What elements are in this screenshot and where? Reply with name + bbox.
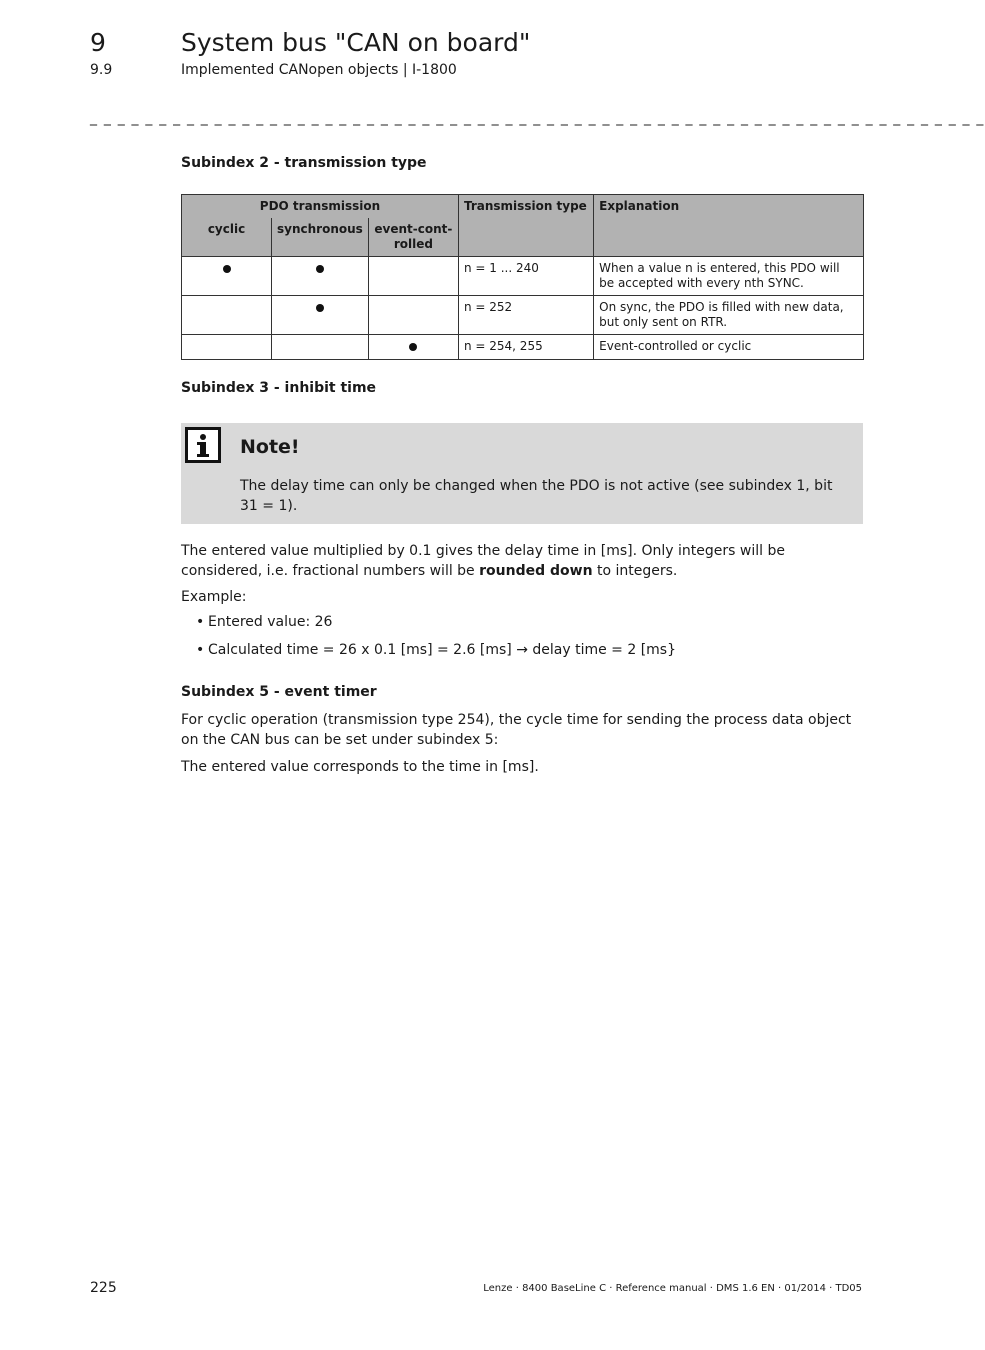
example-label: Example: [181,589,247,605]
section-title: Implemented CANopen objects | I-1800 [181,62,457,78]
cell-cyclic [182,335,272,360]
cell-explanation: On sync, the PDO is filled with new data, but only sent on RTR. [594,296,864,335]
cell-event [368,335,458,360]
table-row [182,335,864,360]
chapter-title: System bus "CAN on board" [181,28,531,57]
cell-synchronous [272,257,369,296]
delay-text-after: to integers. [592,563,678,579]
cell-event [368,296,458,335]
cell-transmission-type: n = 252 [458,296,593,335]
note-title: Note! [240,436,300,458]
transmission-type-table [181,194,864,360]
table-row [182,296,864,335]
delay-text-bold: rounded down [479,563,593,579]
document-info: Lenze · 8400 BaseLine C · Reference manual · DMS 1.6 EN · 01/2014 · TD05 [483,1283,862,1294]
delay-text-before: The entered value multiplied by 0.1 gives the delay time in [ms]. Only integers will be considered, i.e. fractional numbers will be [181,543,785,579]
page-number: 225 [90,1280,117,1296]
bullet-dot-icon [316,304,324,312]
cell-synchronous [272,335,369,360]
cell-event [368,257,458,296]
header-pdo-transmission: PDO transmission [182,195,459,219]
subindex2-heading: Subindex 2 - transmission type [181,155,427,171]
time-paragraph: The entered value corresponds to the time in [ms]. [181,759,539,775]
bullet-item: Calculated time = 26 x 0.1 [ms] = 2.6 [ms] → delay time = 2 [ms} [208,642,677,658]
cell-transmission-type: n = 1 ... 240 [458,257,593,296]
table-header-row [182,195,864,219]
cell-explanation: When a value n is entered, this PDO will be accepted with every nth SYNC. [594,257,864,296]
cell-cyclic [182,296,272,335]
cycle-paragraph: For cyclic operation (transmission type 254), the cycle time for sending the process data object on the CAN bus can be set under subindex 5: [181,712,852,748]
bullet-dot-icon [409,343,417,351]
header-divider: _ _ _ _ _ _ _ _ _ _ _ _ _ _ _ _ _ _ _ _ _ _ _ _ _ _ _ _ _ _ _ _ _ _ _ _ _ _ _ _ _ _ _ _ _ _ _ _ _ _ _ _ _ _ _ _ _ _ _ _ _ _ _ _ _ [90,110,985,126]
header-event-controlled: event-cont- rolled [368,218,458,257]
subindex5-heading: Subindex 5 - event timer [181,684,377,700]
cell-transmission-type: n = 254, 255 [458,335,593,360]
header-cyclic: cyclic [182,218,272,257]
cell-explanation: Event-controlled or cyclic [594,335,864,360]
section-number: 9.9 [90,62,113,78]
header-explanation: Explanation [594,195,864,257]
bullet-dot-icon [223,265,231,273]
bullet-marker: • [196,614,205,630]
chapter-number: 9 [90,28,106,57]
header-transmission-type: Transmission type [458,195,593,257]
header-synchronous: synchronous [272,218,369,257]
bullet-marker: • [196,642,205,658]
delay-paragraph [181,541,865,581]
subindex3-heading: Subindex 3 - inhibit time [181,380,377,396]
bullet-item: Entered value: 26 [208,614,333,630]
bullet-dot-icon [316,265,324,273]
cell-cyclic [182,257,272,296]
cell-synchronous [272,296,369,335]
note-text: The delay time can only be changed when the PDO is not active (see subindex 1, bit 31 = 1). [240,478,833,514]
table-row [182,257,864,296]
info-icon [185,427,221,463]
